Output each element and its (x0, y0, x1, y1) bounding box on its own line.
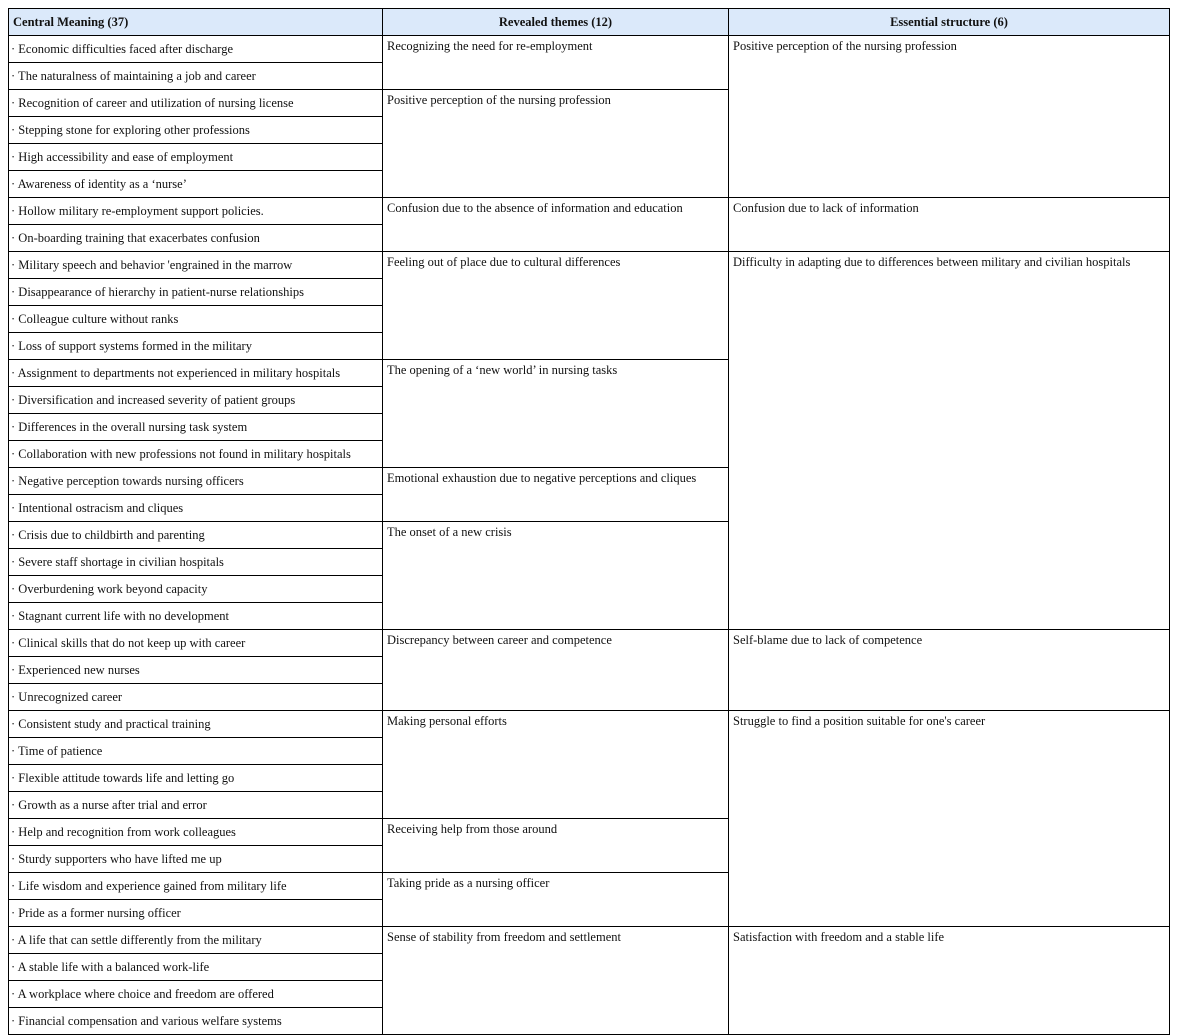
meaning-cell: · Stepping stone for exploring other professions (9, 117, 383, 144)
meaning-cell: · The naturalness of maintaining a job and career (9, 63, 383, 90)
theme-cell: Feeling out of place due to cultural differences (383, 252, 729, 360)
meaning-cell: · Recognition of career and utilization of nursing license (9, 90, 383, 117)
theme-cell: Sense of stability from freedom and settlement (383, 927, 729, 1035)
meaning-cell: · Assignment to departments not experienced in military hospitals (9, 360, 383, 387)
meaning-cell: · Overburdening work beyond capacity (9, 576, 383, 603)
table-row (9, 36, 1170, 63)
structure-cell: Struggle to find a position suitable for one's career (729, 711, 1170, 927)
meaning-cell: · On-boarding training that exacerbates confusion (9, 225, 383, 252)
meaning-cell: · Time of patience (9, 738, 383, 765)
meaning-cell: · Unrecognized career (9, 684, 383, 711)
meaning-cell: · High accessibility and ease of employment (9, 144, 383, 171)
meaning-cell: · Disappearance of hierarchy in patient-nurse relationships (9, 279, 383, 306)
meaning-cell: · A life that can settle differently from the military (9, 927, 383, 954)
table-row (9, 927, 1170, 954)
meaning-cell: · Experienced new nurses (9, 657, 383, 684)
structure-cell: Satisfaction with freedom and a stable life (729, 927, 1170, 1035)
meaning-cell: · Sturdy supporters who have lifted me up (9, 846, 383, 873)
theme-cell: Positive perception of the nursing profession (383, 90, 729, 198)
table-row (9, 252, 1170, 279)
table-container (8, 8, 1170, 1035)
theme-cell: Discrepancy between career and competence (383, 630, 729, 711)
structure-cell: Confusion due to lack of information (729, 198, 1170, 252)
meaning-cell: · Stagnant current life with no development (9, 603, 383, 630)
theme-cell: The onset of a new crisis (383, 522, 729, 630)
header-central-meaning: Central Meaning (37) (9, 9, 383, 36)
meaning-cell: · Economic difficulties faced after discharge (9, 36, 383, 63)
meaning-cell: · Colleague culture without ranks (9, 306, 383, 333)
themes-table (8, 8, 1170, 1035)
meaning-cell: · Collaboration with new professions not found in military hospitals (9, 441, 383, 468)
theme-cell: The opening of a ‘new world’ in nursing tasks (383, 360, 729, 468)
header-revealed-themes: Revealed themes (12) (383, 9, 729, 36)
structure-cell: Positive perception of the nursing profession (729, 36, 1170, 198)
table-row (9, 198, 1170, 225)
meaning-cell: · Crisis due to childbirth and parenting (9, 522, 383, 549)
meaning-cell: · Clinical skills that do not keep up with career (9, 630, 383, 657)
meaning-cell: · A stable life with a balanced work-life (9, 954, 383, 981)
header-row (9, 9, 1170, 36)
meaning-cell: · Severe staff shortage in civilian hospitals (9, 549, 383, 576)
table-row (9, 711, 1170, 738)
meaning-cell: · Life wisdom and experience gained from military life (9, 873, 383, 900)
meaning-cell: · Growth as a nurse after trial and error (9, 792, 383, 819)
theme-cell: Receiving help from those around (383, 819, 729, 873)
meaning-cell: · Negative perception towards nursing officers (9, 468, 383, 495)
theme-cell: Taking pride as a nursing officer (383, 873, 729, 927)
structure-cell: Self-blame due to lack of competence (729, 630, 1170, 711)
meaning-cell: · A workplace where choice and freedom are offered (9, 981, 383, 1008)
meaning-cell: · Differences in the overall nursing task system (9, 414, 383, 441)
theme-cell: Making personal efforts (383, 711, 729, 819)
meaning-cell: · Diversification and increased severity of patient groups (9, 387, 383, 414)
meaning-cell: · Awareness of identity as a ‘nurse’ (9, 171, 383, 198)
meaning-cell: · Consistent study and practical training (9, 711, 383, 738)
meaning-cell: · Hollow military re-employment support policies. (9, 198, 383, 225)
structure-cell: Difficulty in adapting due to differences between military and civilian hospitals (729, 252, 1170, 630)
header-essential-structure: Essential structure (6) (729, 9, 1170, 36)
meaning-cell: · Military speech and behavior 'engrained in the marrow (9, 252, 383, 279)
table-row (9, 630, 1170, 657)
meaning-cell: · Loss of support systems formed in the military (9, 333, 383, 360)
meaning-cell: · Financial compensation and various welfare systems (9, 1008, 383, 1035)
meaning-cell: · Help and recognition from work colleagues (9, 819, 383, 846)
meaning-cell: · Intentional ostracism and cliques (9, 495, 383, 522)
theme-cell: Confusion due to the absence of information and education (383, 198, 729, 252)
theme-cell: Emotional exhaustion due to negative perceptions and cliques (383, 468, 729, 522)
meaning-cell: · Pride as a former nursing officer (9, 900, 383, 927)
theme-cell: Recognizing the need for re-employment (383, 36, 729, 90)
meaning-cell: · Flexible attitude towards life and letting go (9, 765, 383, 792)
